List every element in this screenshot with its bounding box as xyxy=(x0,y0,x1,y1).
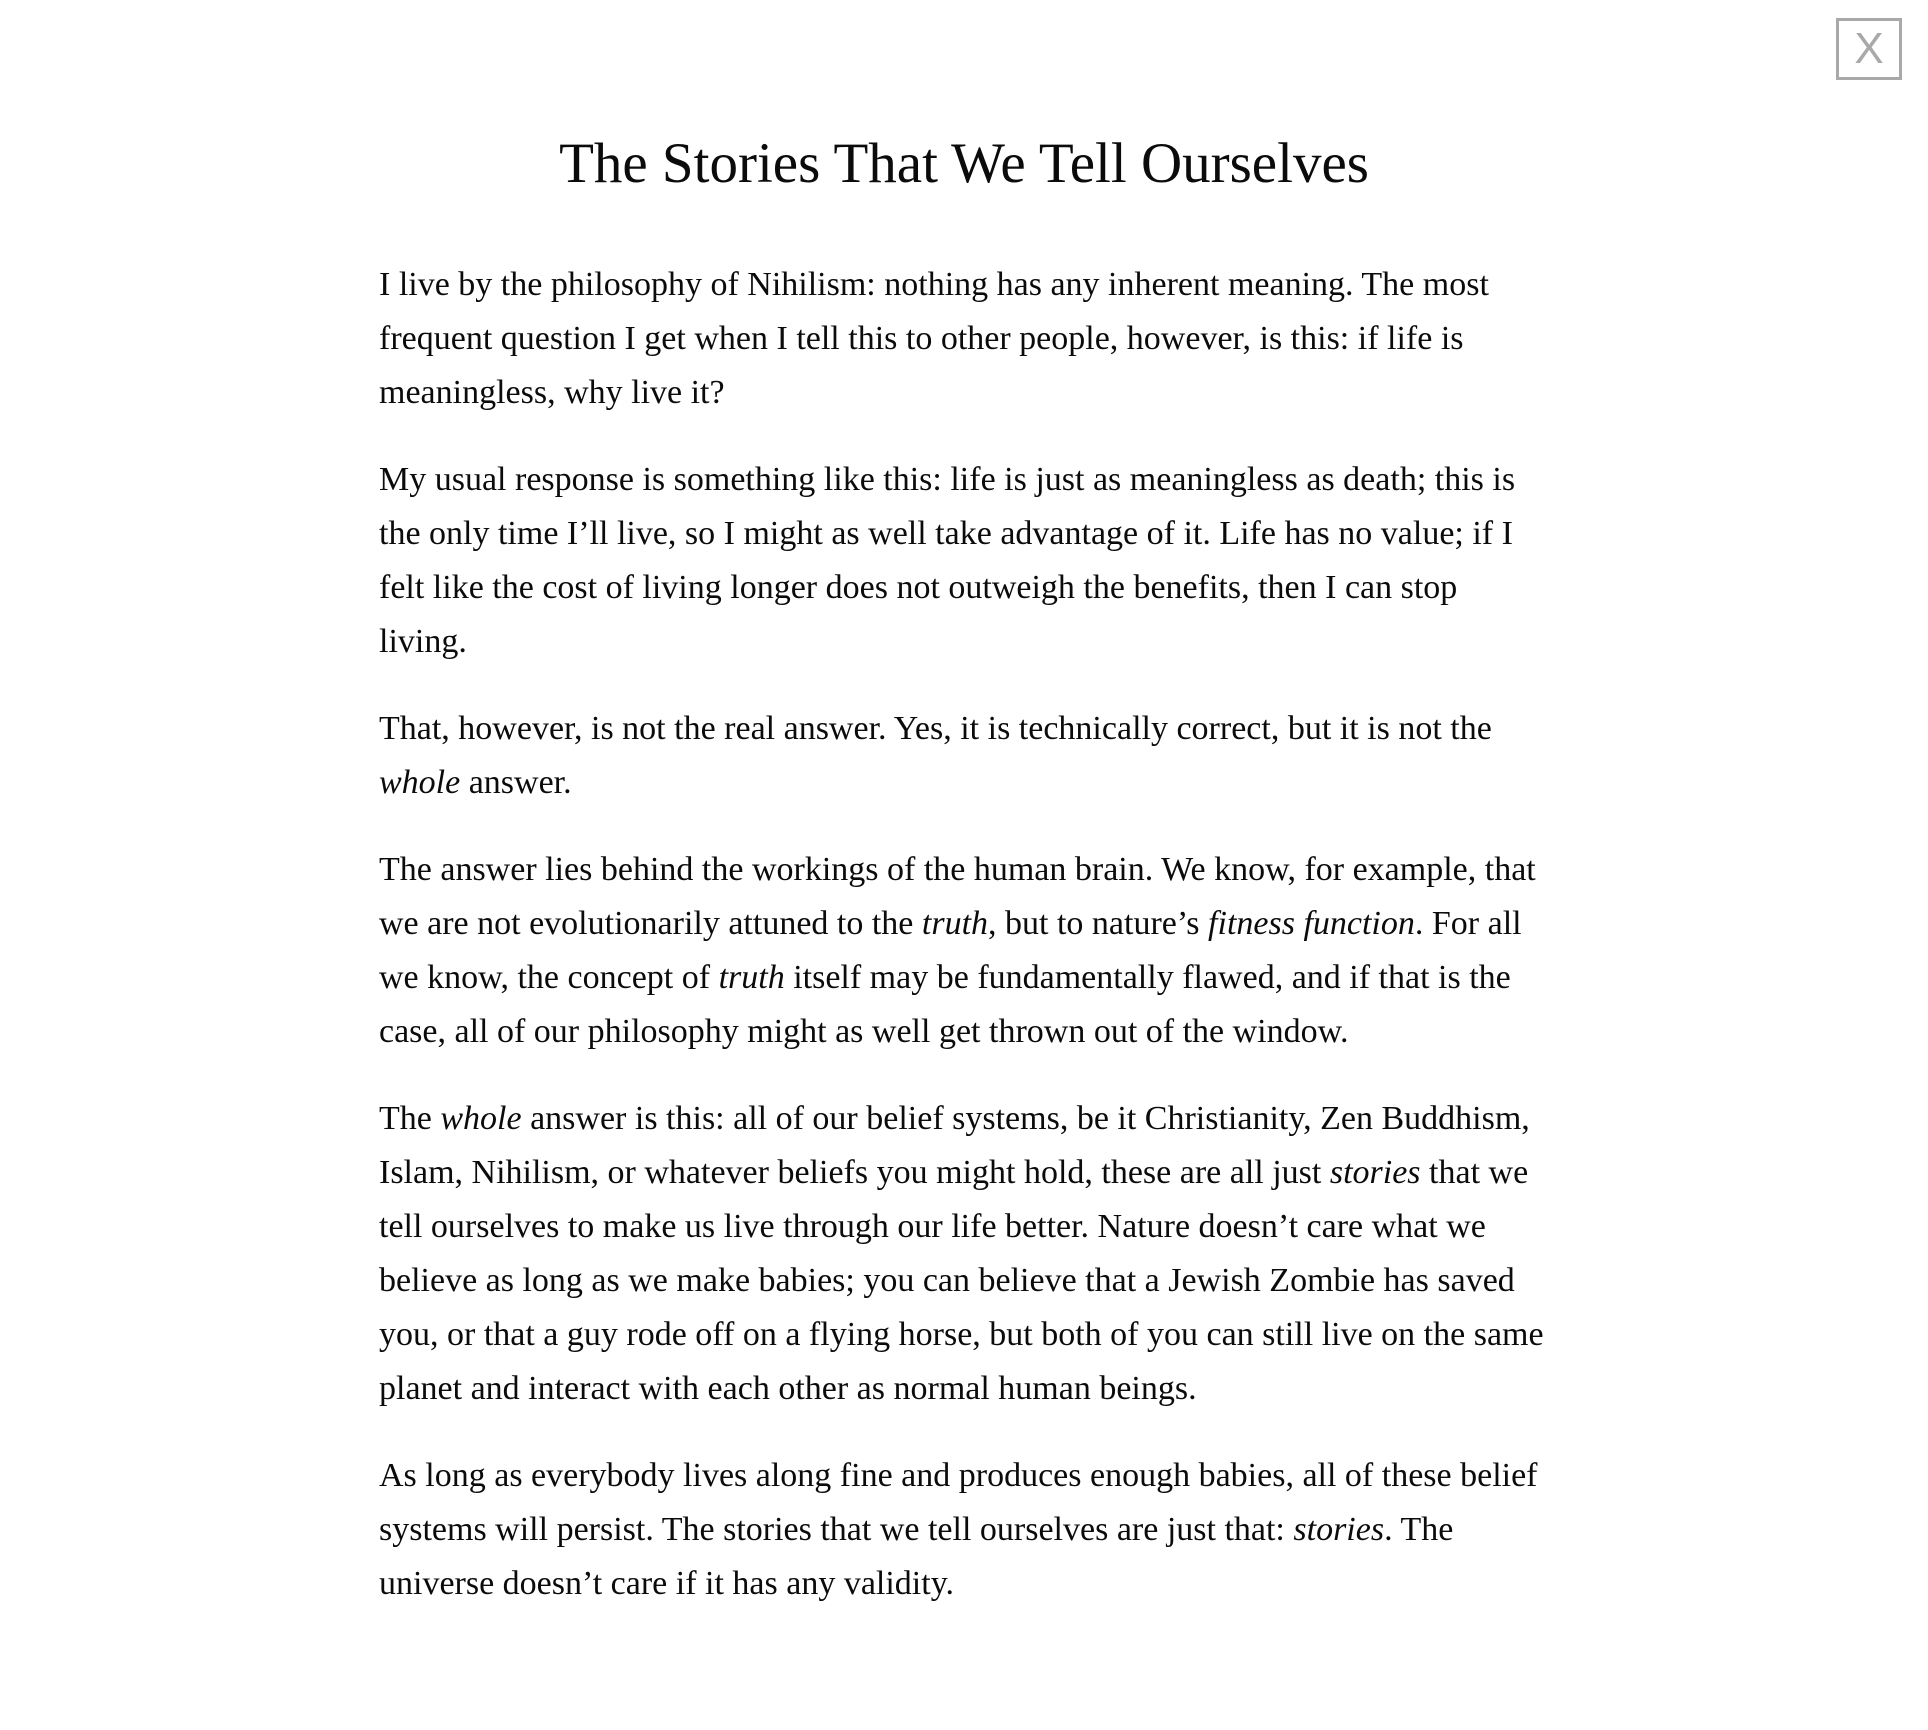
text-run: The xyxy=(379,1100,441,1138)
text-run: answer is this: all of our belief systems, be it Christianity, Zen Buddhism, Islam, Nihilism, or whatever beliefs you might hold, these are all just xyxy=(379,1100,1530,1192)
paragraph xyxy=(379,453,1549,669)
article xyxy=(379,0,1549,1611)
emphasized-text: truth xyxy=(718,959,785,997)
text-run: I live by the philosophy of Nihilism: nothing has any inherent meaning. The most frequent question I get when I tell this to other people, however, is this: if life is meaningless, why live it? xyxy=(379,266,1489,412)
paragraph xyxy=(379,702,1549,810)
emphasized-text: fitness function xyxy=(1208,905,1415,943)
text-run: That, however, is not the real answer. Yes, it is technically correct, but it is not the xyxy=(379,710,1492,748)
text-run: . For all we know, the concept of xyxy=(379,905,1522,997)
text-run: The answer lies behind the workings of the human brain. We know, for example, that we are not evolutionarily attuned to the xyxy=(379,851,1536,943)
text-run: My usual response is something like this: life is just as meaningless as death; this is the only time I’ll live, so I might as well take advantage of it. Life has no value; if I felt like the cost of living longer does not outweigh the benefits, then I can stop living. xyxy=(379,461,1516,661)
emphasized-text: truth xyxy=(921,905,989,943)
page-title: The Stories That We Tell Ourselves xyxy=(559,132,1369,195)
text-run: . The universe doesn’t care if it has any validity. xyxy=(379,1511,1454,1603)
text-run: that we tell ourselves to make us live through our life better. Nature doesn’t care what we believe as long as we make babies; you can believe that a Jewish Zombie has saved you, or that a guy rode off on a flying horse, but both of you can still live on the same planet and interact with each other as normal human beings. xyxy=(379,1154,1544,1408)
paragraph xyxy=(379,843,1549,1059)
emphasized-text: stories xyxy=(1329,1154,1421,1192)
close-icon: X xyxy=(1854,24,1884,73)
paragraph xyxy=(379,258,1549,420)
text-run: , but to nature’s xyxy=(988,905,1209,943)
text-run: As long as everybody lives along fine and produces enough babies, all of these belief systems will persist. The stories that we tell ourselves are just that: xyxy=(379,1457,1538,1549)
emphasized-text: whole xyxy=(440,1100,522,1138)
emphasized-text: whole xyxy=(379,764,461,802)
text-run: itself may be fundamentally flawed, and if that is the case, all of our philosophy might as well get thrown out of the window. xyxy=(379,959,1511,1051)
paragraph xyxy=(379,1092,1549,1416)
emphasized-text: stories xyxy=(1293,1511,1385,1549)
paragraph xyxy=(379,1449,1549,1611)
article-body xyxy=(379,258,1549,1611)
close-button[interactable] xyxy=(1836,18,1902,80)
text-run: answer. xyxy=(460,764,572,802)
